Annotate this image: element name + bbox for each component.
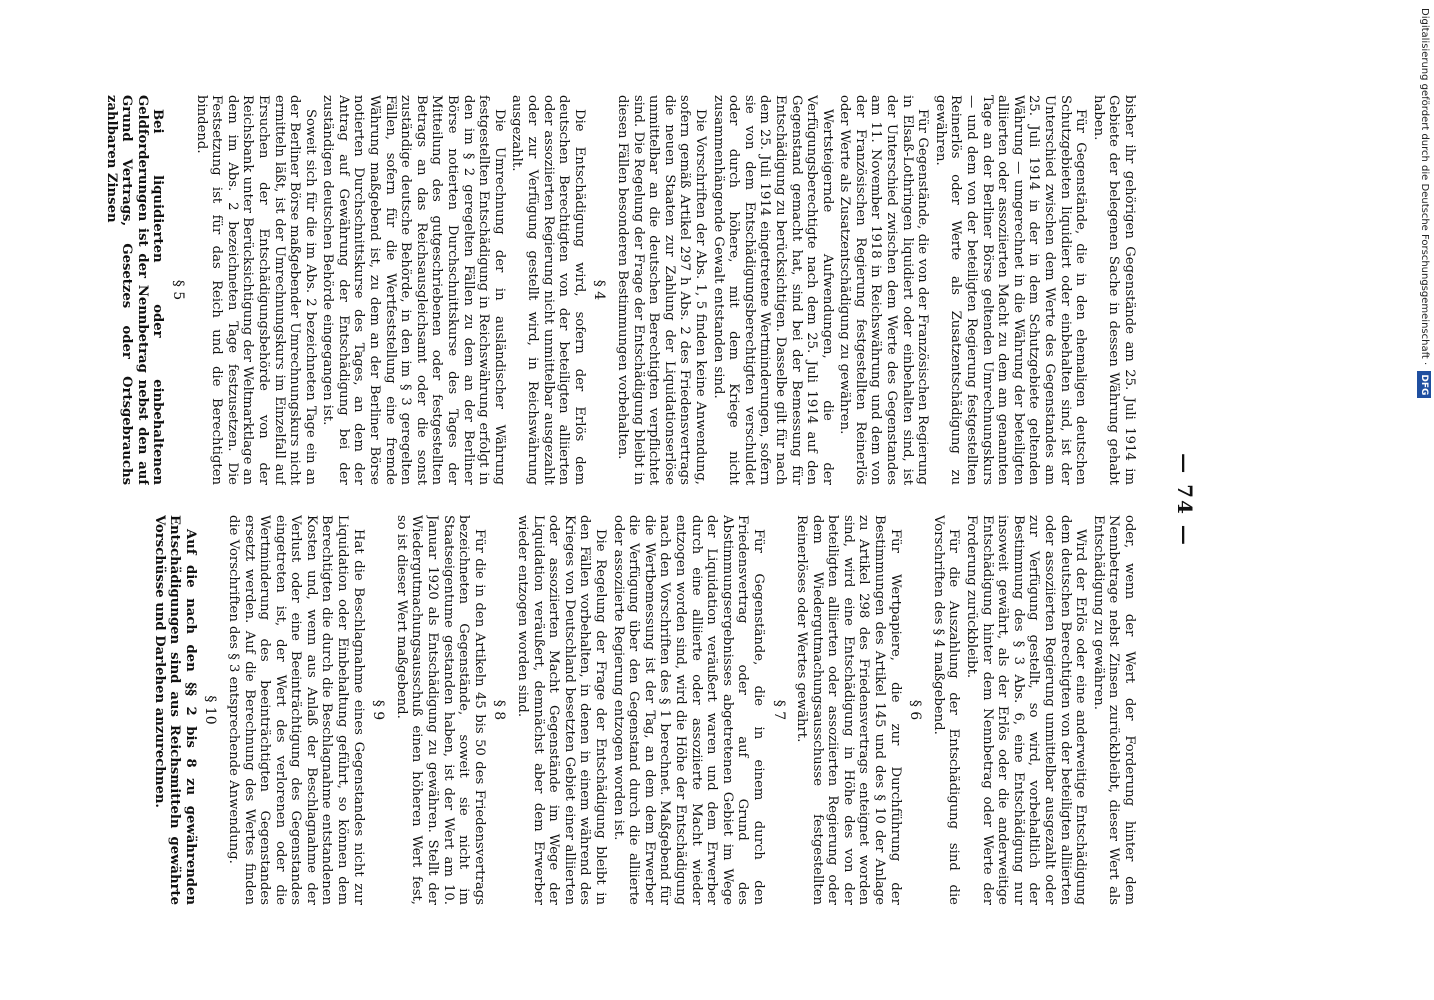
column-left (37, 95, 1137, 485)
paragraph-text: Wertsteigernde Aufwendungen, die der Verfügungsberechtigte nach dem 25. Juli 1914 auf den Gegenstand gemacht hat, sind bei der Bemessung für Entschädigung zu berücksichtigen. Dasselbe gilt für nach dem 25. Juli 1914 eingetretene Wertminderungen, sofern sie von dem Entschädigungsberechtigten verschuldet oder durch höhere, mit dem Kriege nicht zusammenhängende Gewalt entstanden sind. (710, 95, 835, 485)
paragraph (320, 95, 507, 485)
column-right (37, 515, 1137, 905)
paragraph (1090, 515, 1137, 905)
paragraph-text: Für die in den Artikeln 45 bis 50 des Friedensvertrags bezeichneten Gegenstände, soweit sie nicht im Staatseigentume gestanden haben, ist der Wert am 10. Januar 1920 als Entschädigung zu gewähren. Stellt der Wiedergutmachungsausschuß einen höheren Wert fest, so ist dieser Wert maßgebend. (393, 515, 487, 905)
paragraph-text: Für Wertpapiere, die zur Durchführung der Bestimmungen des Artikel 145 und des § 10 der Anlage zu Artikel 298 des Friedensvertrags enteignet worden sind, wird eine Entschädigung in Höhe des von der beteiligten alliierten oder assoziierten Regierung oder dem Wiedergutmachungsausschusse festgestellten Reinerlöses oder Wertes gewährt. (794, 515, 903, 905)
scanned-page (35, 0, 1215, 1000)
paragraph (963, 515, 1088, 905)
section-heading: § 4 (591, 279, 608, 301)
paragraph-text: Für Gegenstände, die in einem durch den Friedensvertrag oder auf Grund des Abstimmungsergebnisses abgetretenen Gebiet im Wege der Liquidation veräußert waren und dem Erwerber durch eine alliierte oder assoziierte Macht wieder entzogen worden sind, wird die Höhe der Entschädigung nach den Vorschriften des § 1 berechnet. Maßgebend für die Wertbemessung ist der Tag, an dem dem Erwerber die Verfügung über den Gegenstand durch die alliierte oder assoziierte Regierung entzogen worden ist. (610, 515, 766, 905)
paragraph (151, 515, 198, 905)
paragraph (614, 95, 708, 485)
paragraph (225, 515, 365, 905)
section-heading: § 10 (202, 695, 219, 725)
paragraph-text: Die Entschädigung wird, sofern der Erlös dem deutschen Berechtigten von der beteiligten alliierten oder assoziierten Regierung nicht unmittelbar ausgezahlt oder zur Verfügung gestellt wird, in Reichswährung ausgezahlt. (509, 95, 587, 485)
bold-lead-text: Auf die nach den §§ 2 bis 8 zu gewährenden Entschädigungen sind aus Reichsmitteln gewährte Vorschüsse und Darlehen anzurechnen. (151, 515, 198, 905)
paragraph (193, 95, 318, 485)
paragraph-text: Für die Auszahlung der Entschädigung sind die Vorschriften des § 4 maßgebend. (930, 515, 962, 905)
paragraph (794, 515, 903, 905)
paragraph-text: bisher ihr gehörigen Gegenstände am 25. Juli 1914 im Gebiete der belegenen Sache in dessen Währung gehabt haben. (1090, 95, 1137, 485)
section-heading: § 5 (169, 279, 186, 301)
paragraph (610, 515, 766, 905)
paragraph-text: Soweit sich für die im Abs. 2 bezeichneten Tage ein an der Berliner Börse maßgebender Umrechnungskurs nicht ermitteln läßt, ist der Umrechnungskurs im Einzelfall auf Ersuchen der Entschädigungsbehörde von der Reichsbank unter Berücksichtigung der Weltmarktlage an dem im Abs. 2 bezeichneten Tage festzusetzen. Die Festsetzung ist für das Reich und die Berechtigten bindend. (193, 95, 318, 485)
paragraph-text: Die Vorschriften der Abs. 1, 5 finden keine Anwendung, sofern gemäß Artikel 297 h Abs. 2 des Friedensvertrags die neuen Staaten zur Zahlung der Liquidationserlöse unmittelbar an die deutschen Berechtigten verpflichtet sind. Die Regelung der Frage der Entschädigung bleibt in diesen Fällen besonderen Bestimmungen vorbehalten. (615, 95, 708, 485)
paragraph-text: oder, wenn der Wert der Forderung hinter dem Nennbetrage nebst Zinsen zurückbleibt, dieser Wert als Entschädigung zu gewähren. (1090, 515, 1137, 905)
bold-lead-text: Bei liquidierten oder einbehaltenen Geldforderungen ist der Nennbetrag nebst den auf Grund Vertrags, Gesetzes oder Ortsgebrauchs zahlbaren Zinsen (103, 95, 166, 485)
paragraph (932, 95, 1088, 485)
dfg-logo: DFG (1417, 371, 1431, 398)
section-heading: § 7 (770, 699, 787, 721)
page-number: — 74 — (1173, 453, 1197, 547)
paragraph-text: Wird der Erlös oder eine anderweitige Entschädigung dem deutschen Berechtigten von der beteiligten alliierten oder assoziierten Regierung unmittelbar ausgezahlt oder zur Verfügung gestellt, so wird, vorbehaltlich der Bestimmung des § 3 Abs. 6, eine Entschädigung nur insoweit gewährt, als der Erlös oder die anderweitige Entschädigung hinter dem Nennbetrag oder Werte der Forderung zurückbleibt. (964, 515, 1089, 905)
dfg-funding-stamp (1416, 8, 1432, 992)
section-heading: § 8 (491, 699, 508, 721)
paragraph-text: Für Gegenstände, die von der Französischen Regierung in Elsaß-Lothringen liquidiert oder einbehalten sind, ist der Unterschied zwischen dem Werte des Gegenstandes am 11. November 1918 in Reichswährung und dem von der Französischen Regierung festgestellten Reinerlös oder Werte als Zusatzentschädigung zu gewähren. (837, 95, 931, 485)
dfg-stamp-text: Digitalisierung gefördert durch die Deutsche Forschungsgemeinschaft · (1419, 8, 1430, 366)
paragraph-text: Die Umrechnung der in ausländischer Währung festgestellten Entschädigung in Reichswährung erfolgt in den im § 2 geregelten Fällen zu dem an der Berliner Börse notierten Durchschnittskurse des Tages der Mitteilung des gutgeschriebenen oder festgestellten Betrags an das Reichsausgleichsamt oder die sonst zuständige deutsche Behörde, in den im § 3 geregelten Fällen, sofern für die Wertfeststellung eine fremde Währung maßgebend ist, zu dem an der Berliner Börse notierten Durchschnittskurse des Tages, an dem der Antrag auf Gewährung der Entschädigung bei der zuständigen deutschen Behörde eingegangen ist. (320, 95, 507, 485)
paragraph-text: Die Regelung der Frage der Entschädigung bleibt in den Fällen vorbehalten, in denen in einem während des Krieges von Deutschland besetzten Gebiet einer alliierten oder assoziierten Macht Gegenstände im Wege der Liquidation veräußert, demnächst aber dem Erwerber wieder entzogen worden sind. (515, 515, 608, 905)
text-columns (37, 95, 1137, 905)
paragraph-text: Hat die Beschlagnahme eines Gegenstandes nicht zur Liquidation oder Einbehaltung geführt, so können dem Berechtigten die durch die Beschlagnahme entstandenen Kosten und, wenn aus Anlaß der Beschlagnahme der Verlust oder eine Beeinträchtigung des Gegenstandes eingetreten ist, der Wert des verlorenen oder die Wertminderung des beeinträchtigten Gegenstandes ersetzt werden. Auf die Berechnung des Wertes finden die Vorschriften des § 3 entsprechende Anwendung. (225, 515, 366, 905)
paragraph (930, 515, 961, 905)
paragraph (393, 515, 487, 905)
paragraph (1090, 95, 1137, 485)
section-heading: § 9 (370, 699, 387, 721)
paragraph (103, 95, 165, 485)
paragraph (837, 95, 931, 485)
paragraph (514, 515, 608, 905)
section-heading: § 6 (907, 699, 924, 721)
paragraph (509, 95, 587, 485)
paragraph-text: Für Gegenstände, die in den ehemaligen deutschen Schutzgebieten liquidiert oder einbehalten sind, ist der Unterschied zwischen dem Werte des Gegenstandes am 25. Juli 1914 in der in dem Schutzgebiete geltenden Währung — umgerechnet in die Währung der beteiligten alliierten oder assoziierten Macht zu dem am genannten Tage an der Berliner Börse geltenden Umrechnungskurs — und dem von der beteiligten Regierung festgestellten Reinerlös oder Werte als Zusatzentschädigung zu gewähren. (932, 95, 1089, 485)
paragraph (710, 95, 835, 485)
